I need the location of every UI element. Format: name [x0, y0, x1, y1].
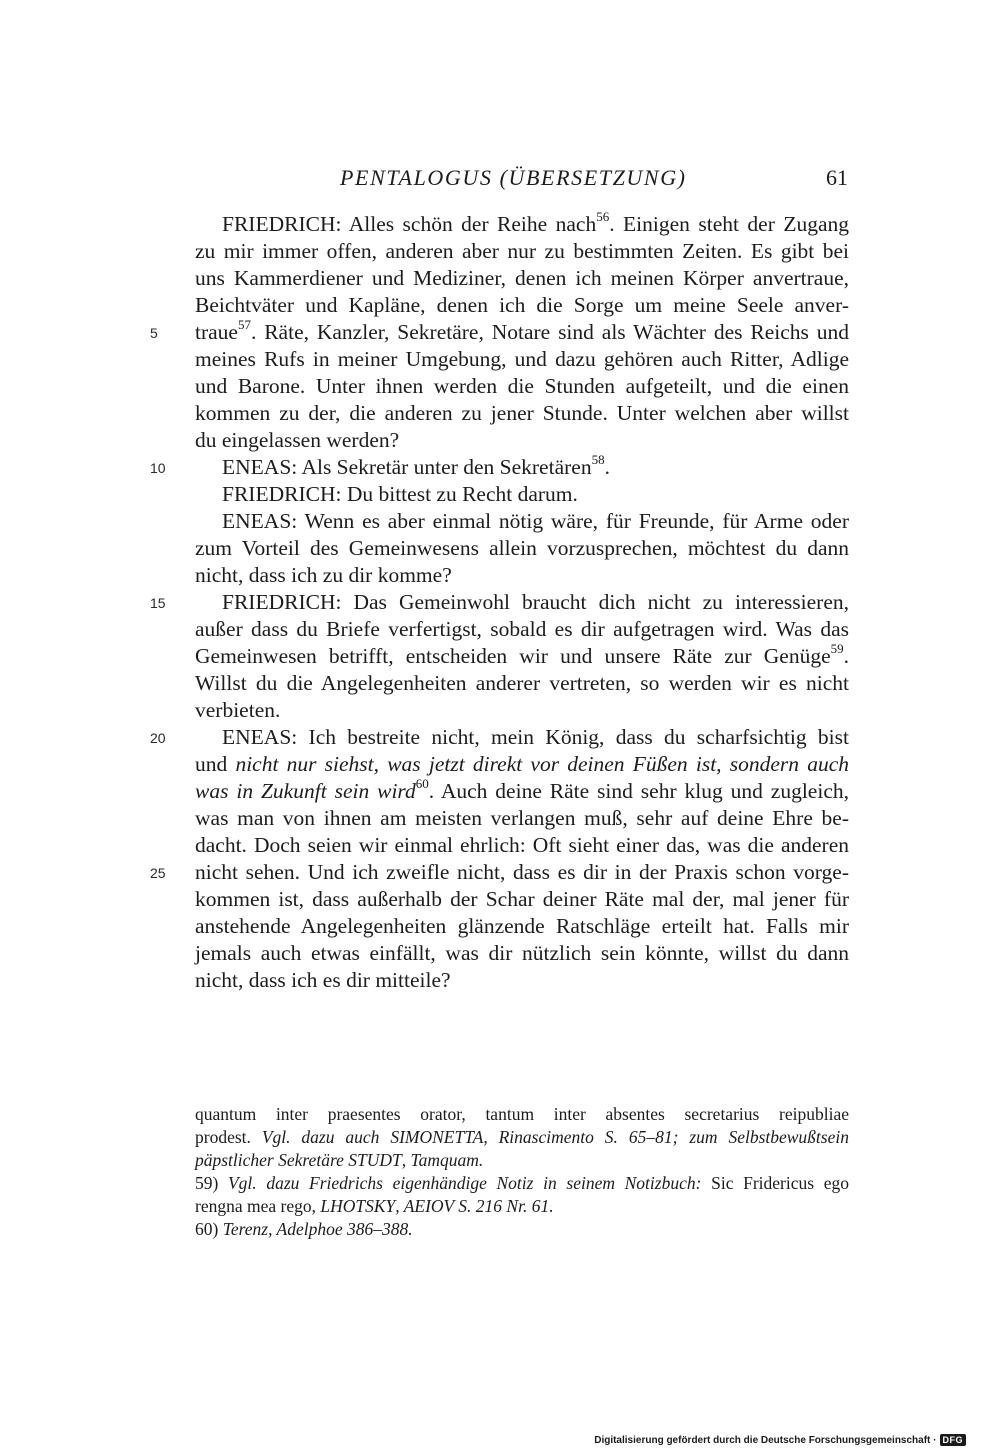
footnote-ref: 57 [237, 316, 251, 332]
footnote-ref: 59 [830, 640, 844, 656]
text-segment: außer dass du Briefe verfertigst, sobald es dir aufgetragen wird. Was das [195, 617, 849, 641]
text-line [195, 640, 849, 670]
text-segment: ENEAS: Ich bestreite nicht, mein König, dass du scharfsichtig bist [222, 725, 849, 749]
text-line [195, 400, 849, 427]
footnote-number: 60) [195, 1219, 223, 1239]
text-segment: . Auch deine Räte sind sehr klug und zugleich, [428, 779, 849, 803]
text-line [150, 859, 849, 886]
footnote-60 [195, 1218, 849, 1241]
text-segment: zu mir immer offen, anderen aber nur zu bestimmten Zeiten. Es gibt bei [195, 239, 849, 263]
text-segment: meines Rufs in meiner Umgebung, und dazu gehören auch Ritter, Adlige [195, 347, 849, 371]
digitization-credit [594, 1434, 966, 1446]
footnote-italic: Vgl. dazu Friedrichs eigenhändige Notiz in seinem Notizbuch: [227, 1173, 702, 1193]
footnote-text: quantum inter praesentes orator, tantum inter absentes secretarius reipubliae [195, 1104, 849, 1124]
text-line [195, 238, 849, 265]
line-number: 10 [150, 460, 166, 476]
text-segment: FRIEDRICH: Du bittest zu Recht darum. [222, 482, 578, 506]
text-segment: nicht, dass ich es dir mitteile? [195, 968, 451, 992]
text-segment: verbieten. [195, 698, 281, 722]
main-text [150, 208, 849, 994]
line-number: 25 [150, 865, 166, 881]
text-line [195, 886, 849, 913]
page-number: 61 [826, 165, 848, 190]
text-line [195, 265, 849, 292]
text-segment: Willst du die Angelegenheiten anderer vertreten, so werden wir es nicht [195, 671, 849, 695]
text-line [195, 208, 849, 238]
text-line [195, 670, 849, 697]
credit-text: Digitalisierung gefördert durch die Deutsche Forschungsgemeinschaft · [594, 1434, 937, 1446]
text-line [195, 535, 849, 562]
footnote-italic: , Rinascimento S. 65–81; zum Selbstbewußtsein [483, 1127, 849, 1147]
text-segment: jemals auch etwas einfällt, was dir nützlich sein könnte, willst du dann [195, 941, 849, 965]
footnote-line [195, 1195, 849, 1218]
text-segment: zum Vorteil des Gemeinwesens allein vorzusprechen, möchtest du dann [195, 536, 849, 560]
author-name: LHOTSKY [320, 1196, 396, 1216]
text-segment: ENEAS: Wenn es aber einmal nötig wäre, für Freunde, für Arme oder [222, 509, 849, 533]
text-segment: . Einigen steht der Zugang [609, 212, 849, 236]
italic-quote: was in Zukunft sein wird [195, 779, 416, 803]
footnote-italic: päpstlicher Sekretäre [195, 1150, 349, 1170]
footnote-59 [195, 1172, 849, 1195]
running-title: PENTALOGUS (ÜBERSETZUNG) [340, 165, 687, 190]
text-segment: uns Kammerdiener und Mediziner, denen ich meinen Körper anvertraue, [195, 266, 849, 290]
text-segment: was man von ihnen am meisten verlangen muß, sehr auf deine Ehre be- [195, 806, 849, 830]
footnote-text: rengna mea rego, [195, 1196, 321, 1216]
footnote-ref: 58 [591, 451, 605, 467]
text-line [195, 940, 849, 967]
text-segment: dacht. Doch seien wir einmal ehrlich: Oft sieht einer das, was die anderen [195, 833, 849, 857]
text-segment: . [604, 455, 610, 479]
footnote-italic: , Tamquam. [401, 1150, 484, 1170]
text-segment: . Räte, Kanzler, Sekretäre, Notare sind als Wächter des Reichs und [250, 320, 849, 344]
line-number: 20 [150, 730, 166, 746]
footnotes [195, 1103, 849, 1241]
text-segment: kommen zu der, die anderen zu jener Stunde. Unter welchen aber willst [195, 401, 849, 425]
footnote-text: Sic Fridericus ego [701, 1173, 849, 1193]
text-segment: nicht sehen. Und ich zweifle nicht, dass es dir in der Praxis schon vorge- [195, 860, 849, 884]
text-line [195, 508, 849, 535]
text-line [195, 616, 849, 643]
text-segment: FRIEDRICH: Das Gemeinwohl braucht dich nicht zu interessieren, [222, 590, 849, 614]
footnote-line [195, 1103, 849, 1126]
footnote-number: 59) [195, 1173, 228, 1193]
text-line [195, 967, 849, 994]
footnote-ref: 60 [415, 775, 429, 791]
text-line [150, 589, 849, 616]
text-line [195, 751, 849, 778]
text-line [195, 427, 849, 454]
text-line [195, 562, 849, 589]
line-number: 5 [150, 325, 158, 341]
footnote-line [195, 1126, 849, 1149]
footnote-italic: Terenz, Adelphoe 386–388. [222, 1219, 413, 1239]
text-line [195, 913, 849, 940]
dfg-logo-icon: DFG [940, 1434, 967, 1446]
text-segment: kommen ist, dass außerhalb der Schar deiner Räte mal der, mal jener für [195, 887, 849, 911]
italic-quote: nicht nur siehst, was jetzt direkt vor deinen Füßen ist, sondern auch [235, 752, 849, 776]
text-segment: anstehende Angelegenheiten glänzende Ratschläge erteilt hat. Falls mir [195, 914, 849, 938]
text-line [195, 832, 849, 859]
text-segment: FRIEDRICH: Alles schön der Reihe nach [222, 212, 597, 236]
text-segment: ENEAS: Als Sekretär unter den Sekretären [222, 455, 592, 479]
text-segment: Gemeinwesen betrifft, entscheiden wir und unsere Räte zur Genüge [195, 644, 831, 668]
text-segment: und Barone. Unter ihnen werden die Stunden aufgeteilt, und die einen [195, 374, 849, 398]
text-line [195, 346, 849, 373]
text-line [150, 451, 849, 481]
footnote-italic: , AEIOV S. 216 Nr. 61. [395, 1196, 554, 1216]
text-line [195, 775, 849, 805]
line-number: 15 [150, 595, 166, 611]
text-line [195, 292, 849, 319]
text-line [195, 805, 849, 832]
text-line [150, 316, 849, 346]
footnote-text: prodest. [195, 1127, 262, 1147]
text-line [195, 373, 849, 400]
text-line [195, 697, 849, 724]
text-line [150, 724, 849, 751]
text-segment: traue [195, 320, 238, 344]
footnote-italic: Vgl. dazu auch [261, 1127, 391, 1147]
footnote-ref: 56 [596, 208, 610, 224]
text-segment: Beichtväter und Kapläne, denen ich die Sorge um meine Seele anver- [195, 293, 849, 317]
author-name: SIMONETTA [390, 1127, 484, 1147]
text-segment: und [195, 752, 236, 776]
text-segment: nicht, dass ich zu dir komme? [195, 563, 452, 587]
footnote-line [195, 1149, 849, 1172]
text-segment: du eingelassen werden? [195, 428, 400, 452]
text-line [195, 481, 849, 508]
text-segment: . [843, 644, 849, 668]
author-name: STUDT [348, 1150, 402, 1170]
